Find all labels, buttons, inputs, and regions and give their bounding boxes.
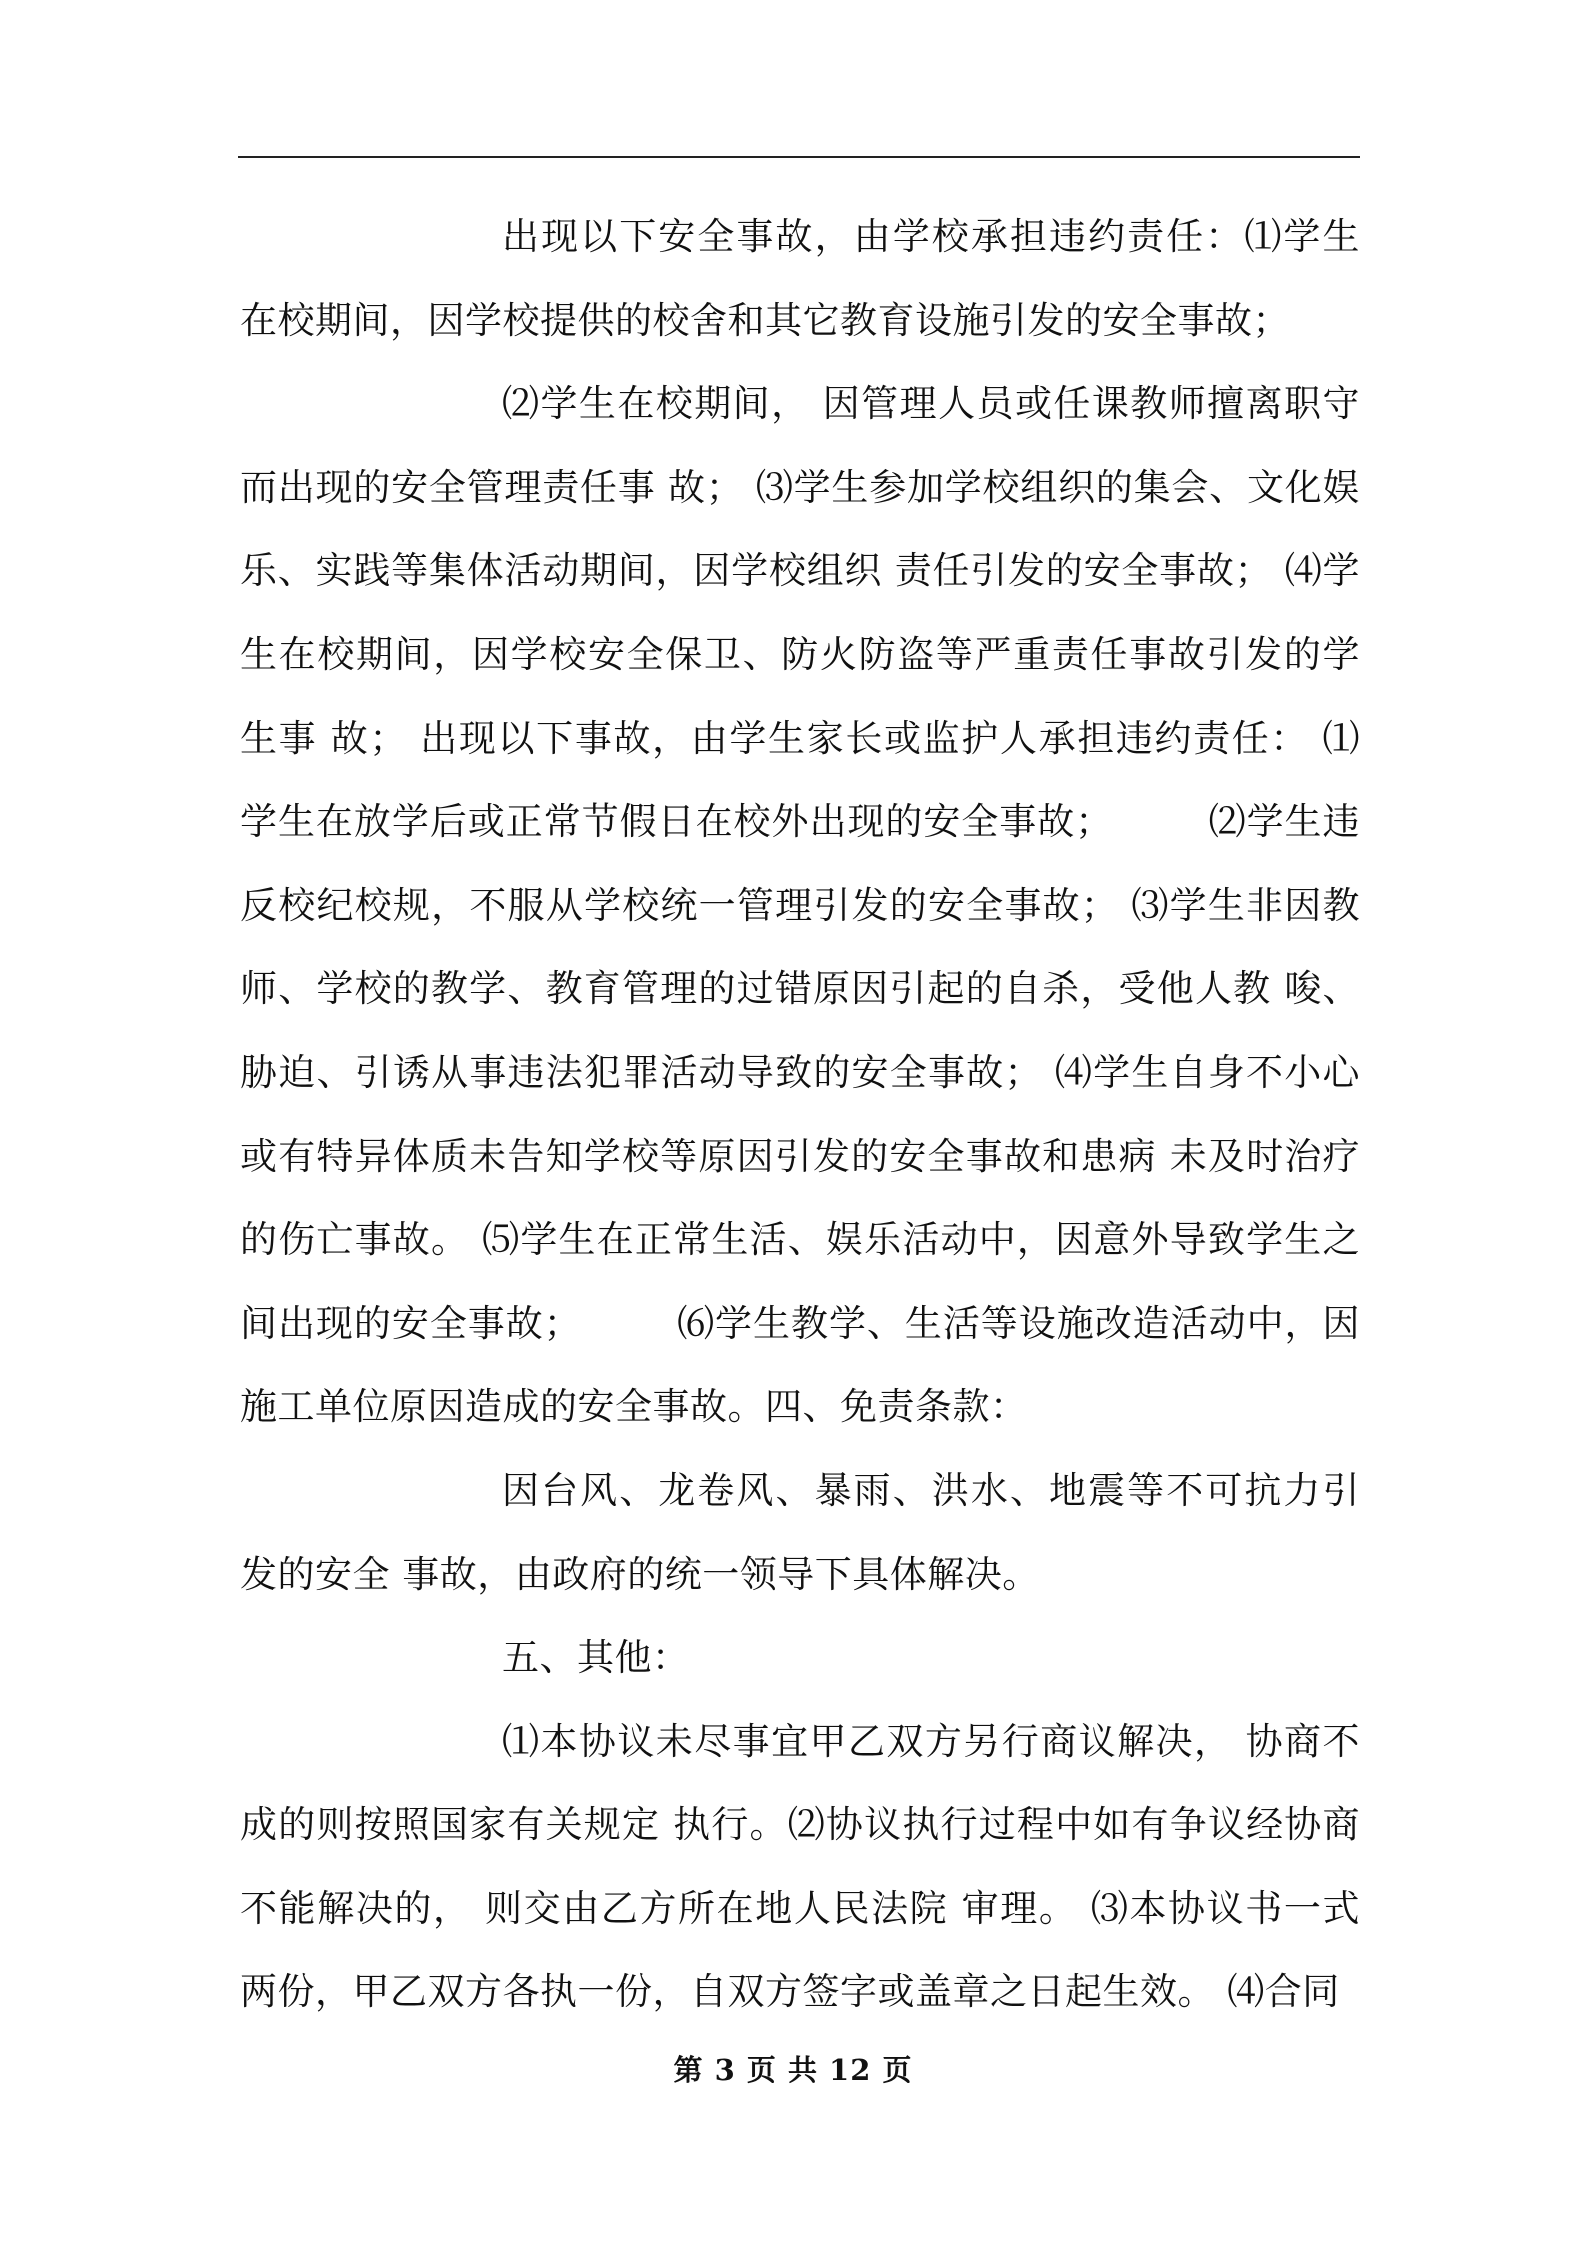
section-heading-other: 五、其他：	[502, 1636, 690, 1680]
page-number: 第 3 页 共 12 页	[673, 2053, 913, 2087]
document-body	[240, 195, 1360, 2034]
paragraph-other-terms: ⑴本协议未尽事宜甲乙双方另行商议解决， 协商不成的则按照国家有关规定 执行。⑵协议执行过程中如有争议经协商不能解决的， 则交由乙方所在地人民法院 审理。 ⑶本协议书一式两份，甲乙双方各执一份，自双方签字或盖章之日起生效。 ⑷合同	[240, 1719, 1360, 2014]
paragraph-liability-details: ⑵学生在校期间， 因管理人员或任课教师擅离职守而出现的安全管理责任事 故； ⑶学生参加学校组织的集会、文化娱乐、实践等集体活动期间，因学校组织 责任引发的安全事故； ⑷学生在校期间，因学校安全保卫、防火防盗等严重责任事故引发的学生事 故； 出现以下事故，由学生家长或监护人承担违约责任： ⑴学生在放学后或正常节假日在校外出现的安全事故； ⑵学生违反校纪校规，不服从学校统一管理引发的安全事故； ⑶学生非因教师、学校的教学、教育管理的过错原因引起的自杀，受他人教 唆、胁迫、引诱从事违法犯罪活动导致的安全事故； ⑷学生自身不小心或有特异体质未告知学校等原因引发的安全事故和患病 未及时治疗的伤亡事故。 ⑸学生在正常生活、娱乐活动中，因意外导致学生之间出现的安全事故； ⑹学生教学、生活等设施改造活动中，因施工单位原因造成的安全事故。四、免责条款：	[240, 382, 1360, 1429]
paragraph-force-majeure: 因台风、龙卷风、暴雨、洪水、地震等不可抗力引发的安全 事故，由政府的统一领导下具体解决。	[240, 1468, 1360, 1596]
paragraph-liability-school: 出现以下安全事故，由学校承担违约责任：⑴学生在校期间，因学校提供的校舍和其它教育设施引发的安全事故；	[240, 215, 1360, 342]
header-rule	[238, 156, 1360, 158]
